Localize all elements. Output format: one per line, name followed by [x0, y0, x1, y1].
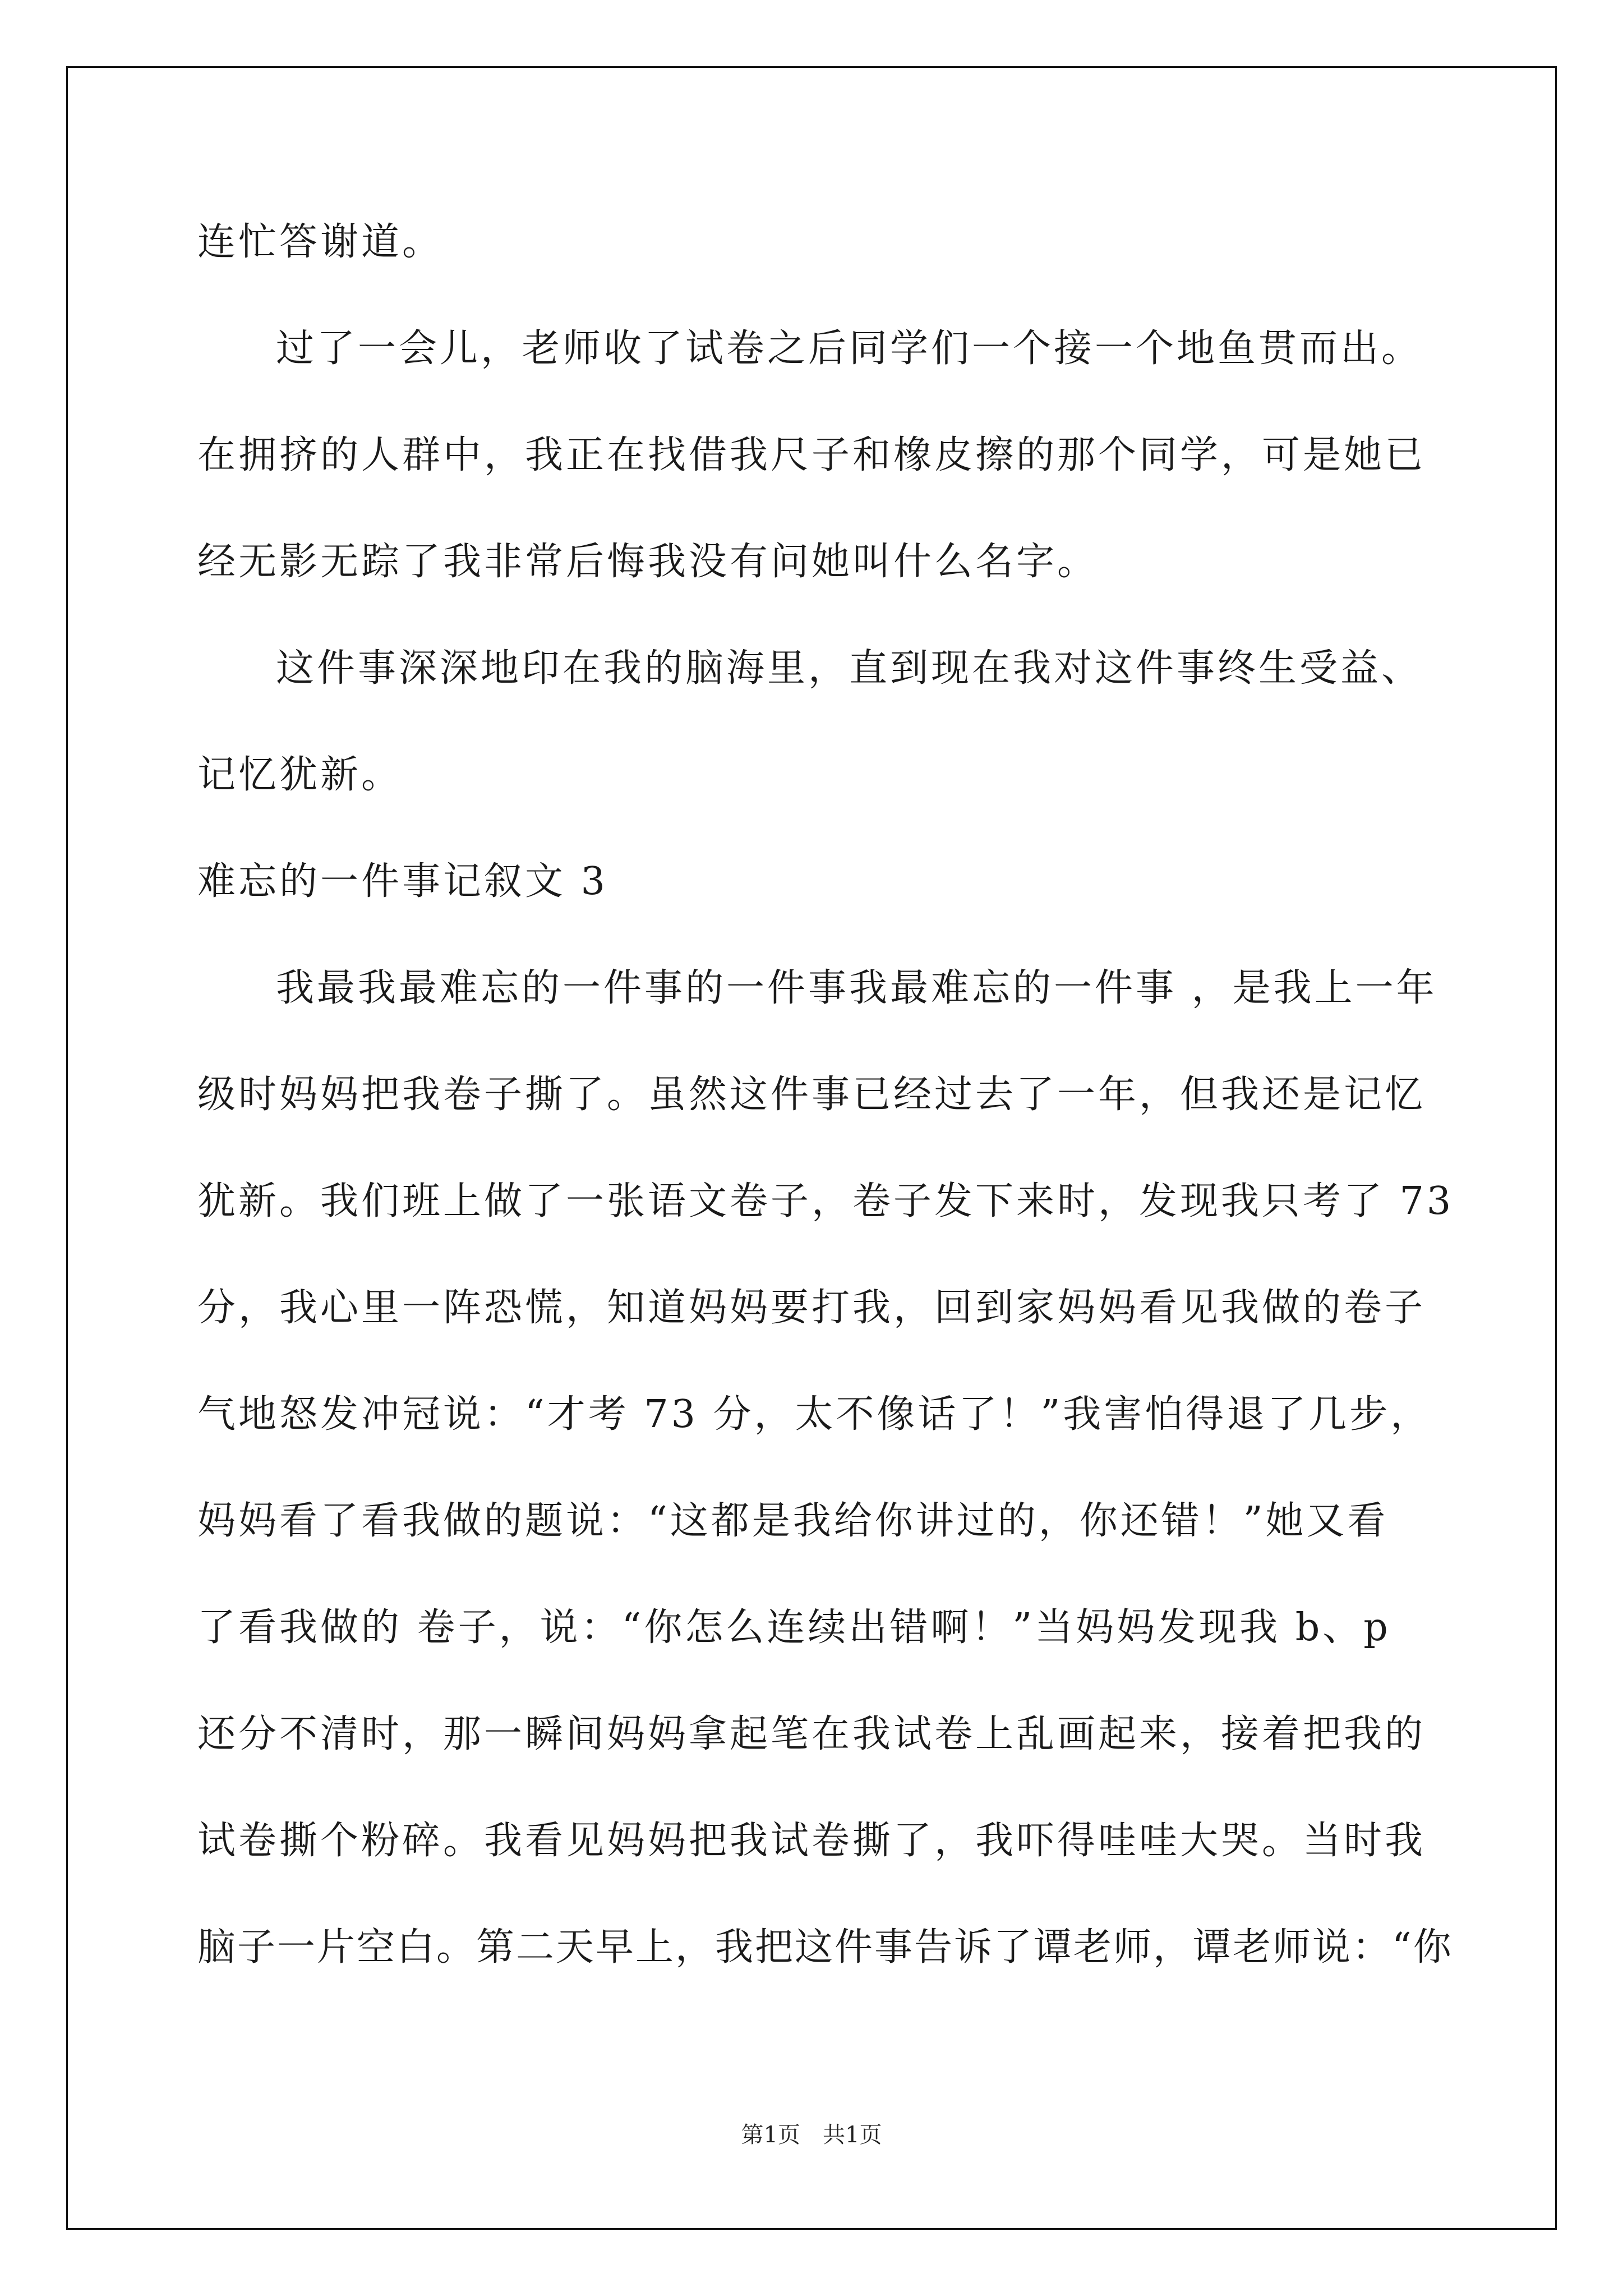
text-line: 级时妈妈把我卷子撕了。虽然这件事已经过去了一年，但我还是记忆: [197, 1073, 1426, 1117]
text-line: 还分不清时，那一瞬间妈妈拿起笔在我试卷上乱画起来，接着把我的: [197, 1712, 1426, 1756]
text-line: 了看我做的 卷子，说：“你怎么连续出错啊！”当妈妈发现我 b、p: [197, 1605, 1391, 1650]
text-line: 脑子一片空白。第二天早上，我把这件事告诉了谭老师，谭老师说：“你: [197, 1925, 1453, 1970]
text-line: 分，我心里一阵恐慌，知道妈妈要打我，回到家妈妈看见我做的卷子: [197, 1286, 1426, 1330]
text-line: 犹新。我们班上做了一张语文卷子，卷子发下来时，发现我只考了 73: [197, 1179, 1454, 1223]
text-line: 试卷撕个粉碎。我看见妈妈把我试卷撕了，我吓得哇哇大哭。当时我: [197, 1819, 1426, 1863]
page-number-footer: 第1页 共1页: [741, 2122, 882, 2148]
page-border: [66, 66, 1557, 2230]
text-line: 经无影无踪了我非常后悔我没有问她叫什么名字。: [197, 540, 1099, 584]
text-line: 在拥挤的人群中，我正在找借我尺子和橡皮擦的那个同学，可是她已: [197, 433, 1426, 477]
text-line: 气地怒发冲冠说：“才考 73 分，太不像话了！”我害怕得退了几步，: [197, 1392, 1432, 1437]
paragraph-start-line: 过了一会儿，老师收了试卷之后同学们一个接一个地鱼贯而出。: [276, 326, 1423, 371]
text-line: 记忆犹新。: [197, 753, 403, 797]
text-line: 妈妈看了看我做的题说：“这都是我给你讲过的，你还错！”她又看: [197, 1499, 1389, 1543]
section-heading: 难忘的一件事记叙文 3: [197, 859, 608, 904]
paragraph-start-line: 我最我最难忘的一件事的一件事我最难忘的一件事 ，是我上一年: [276, 966, 1437, 1010]
paragraph-start-line: 这件事深深地印在我的脑海里，直到现在我对这件事终生受益、: [276, 646, 1423, 691]
text-line: 连忙答谢道。: [197, 220, 444, 264]
